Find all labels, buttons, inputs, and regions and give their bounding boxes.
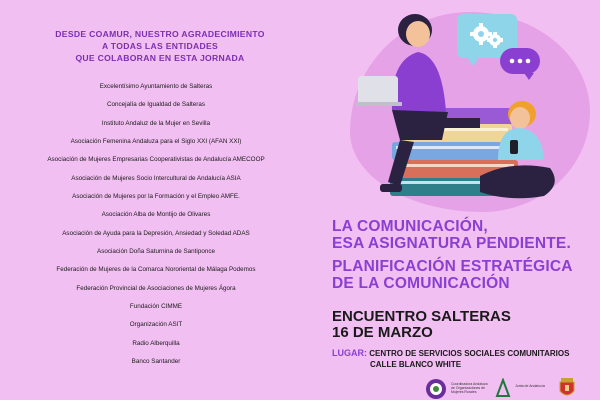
entity-list-item: Concejalía de Igualdad de Salteras xyxy=(106,101,206,109)
entity-list-item: Banco Santander xyxy=(131,358,181,366)
entity-list-item: Excelentísimo Ayuntamiento de Salteras xyxy=(99,83,213,90)
entity-list-item: Asociación de Mujeres Socio Intercultural de Andalucía ASIA xyxy=(71,174,241,182)
event-date: 16 DE MARZO xyxy=(332,324,433,341)
coamur-logo-icon xyxy=(425,378,447,400)
entity-list-item: Asociación Femenina Andaluza para el Siglo XXI (AFAN XXI) xyxy=(70,138,242,146)
people-with-books-illustration xyxy=(330,0,600,210)
event-info xyxy=(332,309,600,341)
entity-list-item: Federación Provincial de Asociaciones de Mujeres Ágora xyxy=(76,284,236,292)
venue-line-2: CALLE BLANCO WHITE xyxy=(370,360,462,369)
municipal-coat-of-arms-icon xyxy=(557,376,577,400)
coamur-logo-text: Coordinadora Andaluza de Organizaciones de Mujeres Rurales xyxy=(451,382,488,394)
acknowledgement-line-3: QUE COLABORAN EN ESTA JORNADA xyxy=(75,53,245,63)
junta-logo-icon xyxy=(495,378,511,398)
entity-list-item: Asociación Doña Saturnina de Santiponce xyxy=(97,248,215,256)
acknowledgement-heading xyxy=(0,28,320,64)
sponsor-logos xyxy=(425,376,600,400)
event-name: ENCUENTRO SALTERAS xyxy=(332,308,511,325)
headline-line-3: PLANIFICACIÓN ESTRATÉGICA xyxy=(332,258,573,275)
entity-list-item: Radio Alberquilla xyxy=(132,339,180,347)
entity-list-item: Fundación CIMME xyxy=(129,303,183,311)
entity-list-item: Federación de Mujeres de la Comarca Nororiental de Málaga Podemos xyxy=(56,266,256,274)
event-venue xyxy=(332,348,600,370)
entity-list-item: Organización ASIT xyxy=(129,321,183,329)
entity-list-item: Asociación Alba de Montijo de Olivares xyxy=(101,211,211,219)
event-headline xyxy=(332,218,600,292)
venue-label: LUGAR: xyxy=(332,348,367,358)
entity-list-item: Asociación de Ayuda para la Depresión, Ansiedad y Soledad ADAS xyxy=(62,229,250,237)
venue-line-1: CENTRO DE SERVICIOS SOCIALES COMUNITARIOS xyxy=(369,349,570,358)
entity-list-item: Asociación de Mujeres Empresarias Cooperativistas de Andalucía AMECOOP xyxy=(47,156,265,164)
entity-list-item: Instituto Andaluz de la Mujer en Sevilla xyxy=(101,119,211,127)
headline-line-4: DE LA COMUNICACIÓN xyxy=(332,275,510,292)
acknowledgement-line-1: DESDE COAMUR, NUESTRO AGRADECIMIENTO xyxy=(55,29,265,39)
entity-list xyxy=(0,78,312,372)
acknowledgement-line-2: A TODAS LAS ENTIDADES xyxy=(101,41,219,51)
entity-list-item: Asociación de Mujeres por la Formación y el Empleo AMFE. xyxy=(72,193,240,201)
headline-line-1: LA COMUNICACIÓN, xyxy=(332,218,488,235)
headline-line-2: ESA ASIGNATURA PENDIENTE. xyxy=(332,235,571,252)
junta-logo-text: Junta de Andalucía xyxy=(515,384,545,388)
